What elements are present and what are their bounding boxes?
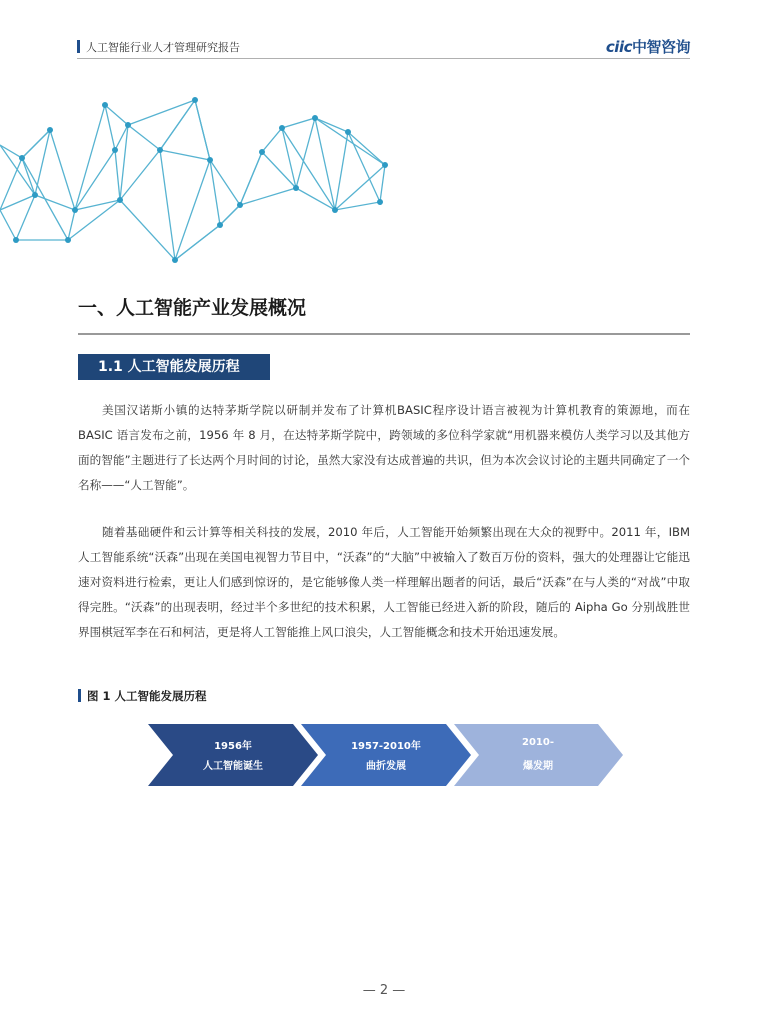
header-divider: [77, 58, 690, 59]
timeline-stage-3-shape: [454, 724, 623, 786]
timeline-stage-2-year: 1957-2010年: [351, 741, 421, 752]
subsection-title: 1.1 人工智能发展历程: [78, 354, 270, 380]
timeline-stage-3-year: 2010-: [522, 737, 554, 748]
section-divider: [78, 333, 690, 335]
network-decoration-image: [0, 90, 400, 270]
ciic-logo: [606, 36, 690, 57]
timeline-stage-3-label: 爆发期: [523, 761, 553, 772]
report-title: 人工智能行业人才管理研究报告: [86, 41, 240, 54]
timeline-stage-1-shape: [148, 724, 318, 786]
logo-text: 中智咨询: [631, 38, 690, 56]
logo-mark: ciic: [605, 38, 632, 56]
paragraph-2: 随着基础硬件和云计算等相关科技的发展，2010 年后，人工智能开始频繁出现在大众的视野中。2011 年，IBM 人工智能系统“沃森”出现在美国电视智力节目中，“沃森”的“大脑”中被输入了数百万份的资料，强大的处理器让它能迅速对资料进行检索，更让人们感到惊讶的，是它能够像人类一样理解出题者的问话，最后“沃森”在与人类的“对战”中取得完胜。“沃森”的出现表明，经过半个多世纪的技术积累，人工智能已经进入新的阶段，随后的 Aipha Go 分别战胜世界围棋冠军李在石和柯洁，更是将人工智能推上风口浪尖，人工智能概念和技术开始迅速发展。: [78, 525, 690, 639]
section-title: 一、人工智能产业发展概况: [78, 297, 307, 319]
timeline-stage-2-label: 曲折发展: [366, 761, 406, 772]
timeline-stage-2-shape: [301, 724, 471, 786]
header-accent-bar: [77, 40, 80, 53]
timeline-stage-1-label: 人工智能诞生: [203, 761, 263, 772]
caption-accent-bar: [78, 689, 81, 702]
paragraph-1: 美国汉诺斯小镇的达特茅斯学院以研制并发布了计算机BASIC程序设计语言被视为计算机教育的策源地，而在 BASIC 语言发布之前，1956 年 8 月，在达特茅斯学院中，跨领域的多位科学家就“用机器来模仿人类学习以及其他方面的智能”主题进行了长达两个月时间的讨论，虽然大家没有达成普遍的共识，但为本次会议讨论的主题共同确定了一个名称——“人工智能”。: [78, 403, 690, 492]
page-number: — 2 —: [362, 983, 406, 998]
timeline-stage-1-year: 1956年: [214, 741, 252, 752]
timeline-diagram: [148, 724, 623, 786]
page-header: [77, 36, 690, 58]
figure-caption-text: 图 1 人工智能发展历程: [87, 689, 207, 703]
